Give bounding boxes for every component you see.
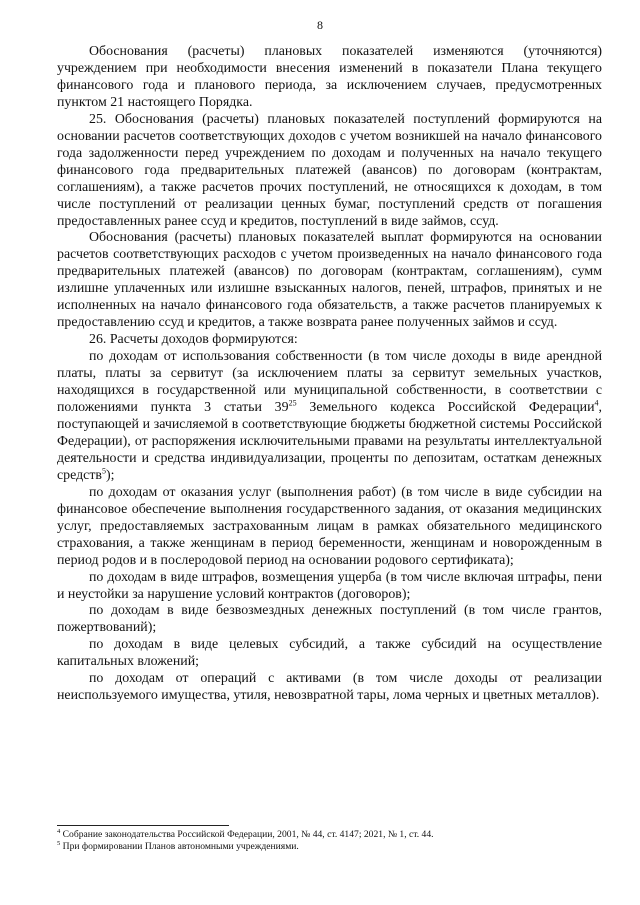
superscript: 25 xyxy=(288,398,297,408)
footnote-text: При формировании Планов автономными учреждениями. xyxy=(60,841,299,852)
paragraph: Обоснования (расчеты) плановых показателей изменяются (уточняются) учреждением при необходимости внесения изменений в показатели Плана текущего финансового года и планового периода, за исключением случаев, предусмотренных пунктом 21 настоящего Порядка. xyxy=(57,44,602,110)
paragraph-text: Земельного кодекса Российской Федерации xyxy=(296,400,595,416)
paragraph: по доходам в виде целевых субсидий, а также субсидий на осуществление капитальных вложений; xyxy=(57,637,602,670)
paragraph: 25. Обоснования (расчеты) плановых показателей поступлений формируются на основании расчетов соответствующих доходов с учетом возникшей на начало финансового года задолженности перед учреждением по доходам и полученных на начало текущего финансового года предварительных платежей (авансов) по договорам (контрактам, соглашениям), а также расчетов прочих поступлений, не относящихся к доходам, в том числе поступлений от реализации ценных бумаг, поступлений средств от погашения предоставленных ранее ссуд и кредитов, поступлений в виде займов, ссуд. xyxy=(57,111,602,229)
paragraph: по доходам в виде штрафов, возмещения ущерба (в том числе включая штрафы, пени и неустойки за нарушение условий контрактов (договоров); xyxy=(57,569,602,602)
footnote-mark: 4 xyxy=(57,827,61,835)
paragraph: по доходам от оказания услуг (выполнения работ) (в том числе в виде субсидии на финансовое обеспечение выполнения государственного задания, от оказания медицинских услуг, предоставляемых застрахованным лицам в рамках обязательного медицинского страхования, а также женщинам в период беременности, женщинам и новорожденным в период родов и в послеродовой период на основании родового сертификата); xyxy=(57,484,602,568)
footnote-divider xyxy=(57,825,229,826)
page-number: 8 xyxy=(317,18,323,32)
body-text xyxy=(57,44,602,705)
paragraph xyxy=(57,349,602,485)
paragraph: по доходам в виде безвозмездных денежных поступлений (в том числе грантов, пожертвований); xyxy=(57,603,602,636)
footnote xyxy=(57,829,602,841)
paragraph: 26. Расчеты доходов формируются: xyxy=(89,332,298,348)
footnote-ref: 5 xyxy=(101,466,106,476)
footnote xyxy=(57,841,602,853)
paragraph: Обоснования (расчеты) плановых показателей выплат формируются на основании расчетов соответствующих расходов с учетом произведенных на начало финансового года предварительных платежей (авансов) по договорам (контрактам, соглашениям), сумм излишне уплаченных или излишне взысканных налогов, пеней, штрафов, принятых и не исполненных на начало финансового года обязательств, а также расчетов планируемых к предоставлению ссуд и кредитов, а также возврата ранее полученных займов и ссуд. xyxy=(57,230,602,331)
footnote-text: Собрание законодательства Российской Федерации, 2001, № 44, ст. 4147; 2021, № 1, ст. 44. xyxy=(60,829,434,840)
footnote-mark: 5 xyxy=(57,839,61,847)
paragraph-text: , поступающей и зачисляемой в соответствующие бюджеты бюджетной системы Российской Федерации), от распоряжения исключительными правами на результаты интеллектуальной деятельности и средства индивидуализации, проценты по депозитам, остаткам денежных средств xyxy=(57,400,602,483)
footnote-ref: 4 xyxy=(594,398,599,408)
paragraph-text: по доходам от использования собственности (в том числе доходы в виде арендной платы, платы за сервитут (за исключением платы за сервитут земельных участков, находящихся в государственной или муниципальной собственности, в соответствии с положениями пункта 3 статьи 39 xyxy=(57,349,602,416)
paragraph-text: ); xyxy=(105,467,115,483)
footnotes xyxy=(57,829,602,853)
paragraph: по доходам от операций с активами (в том числе доходы от реализации неиспользуемого имущества, утиля, невозвратной тары, лома черных и цветных металлов). xyxy=(57,671,602,704)
